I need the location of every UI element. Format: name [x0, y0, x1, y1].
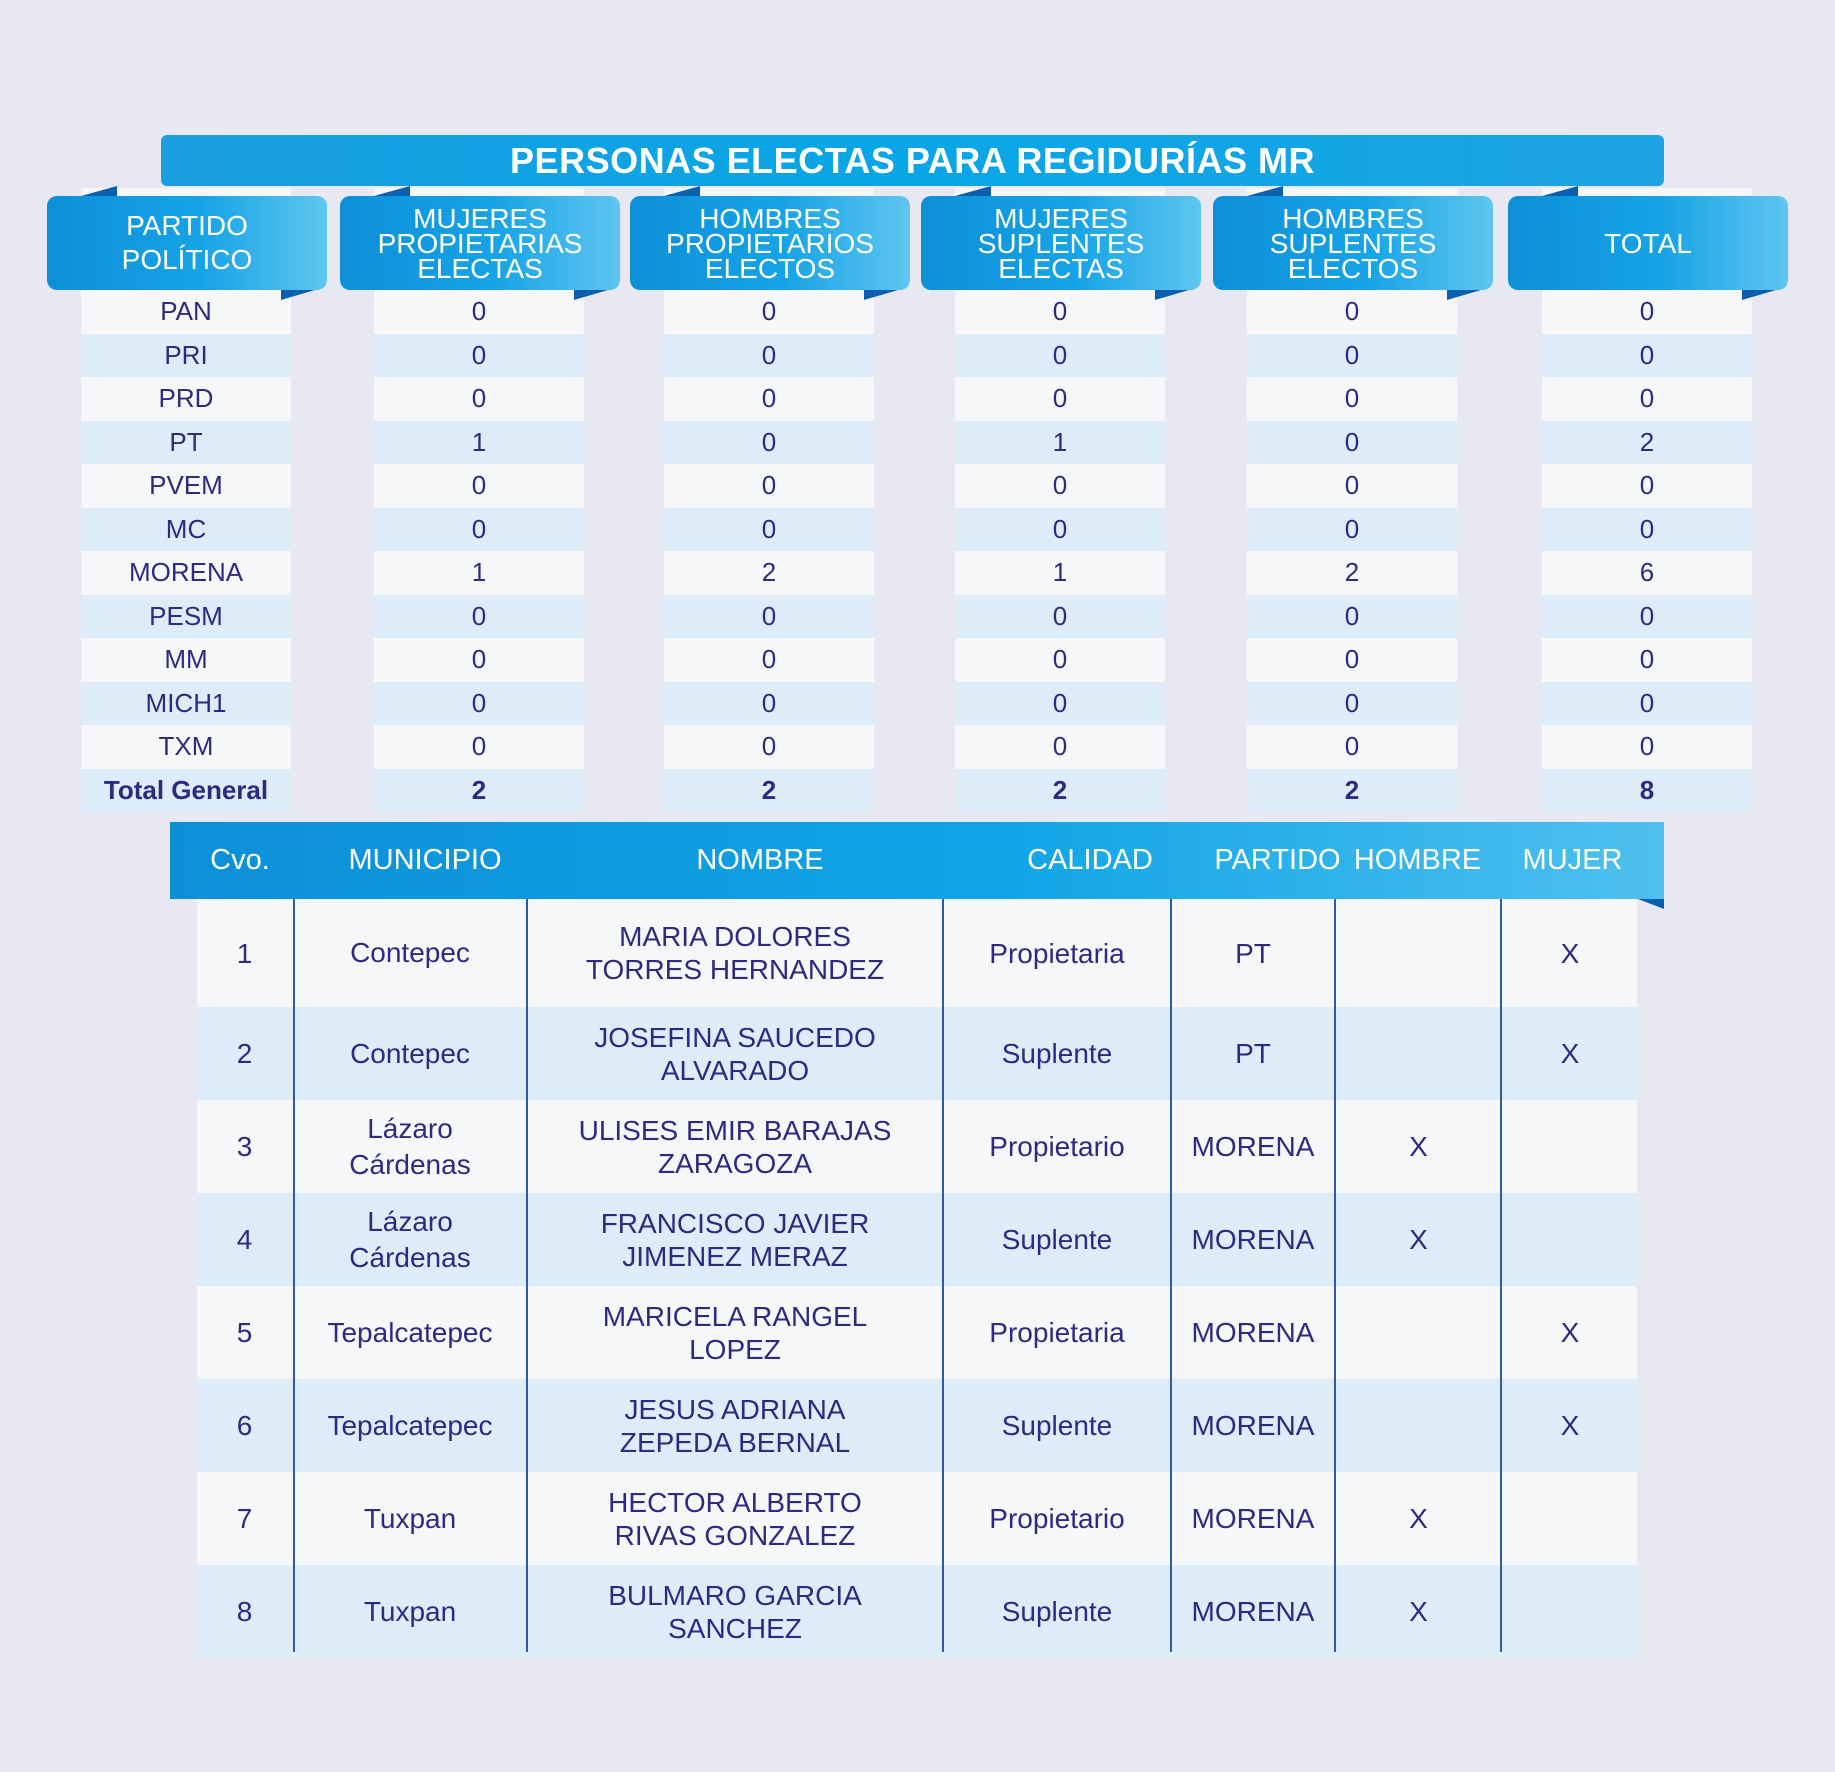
cvo-cell: 4: [236, 1224, 253, 1255]
count-cell: 0: [1247, 638, 1457, 682]
partido-cell: MORENA: [1191, 1317, 1315, 1348]
name-line: JESUS ADRIANA: [624, 1393, 846, 1425]
party-name: PT: [81, 421, 291, 465]
calidad-cell: Propietario: [989, 1131, 1125, 1162]
count-cell: 0: [664, 682, 874, 726]
name-line: ZEPEDA BERNAL: [619, 1426, 851, 1458]
header-fold: [864, 290, 898, 300]
count-cell: 6: [1542, 551, 1752, 595]
header-line: ELECTAS: [998, 252, 1124, 284]
municipio-cell: Contepec: [350, 1037, 470, 1069]
count-cell: 2: [664, 551, 874, 595]
header-fold: [955, 186, 991, 196]
header-line: ELECTAS: [417, 252, 543, 284]
nombre-cell: [528, 1100, 942, 1193]
header-fold: [574, 290, 608, 300]
header-fold: [1155, 290, 1189, 300]
total-cell: 2: [374, 769, 584, 813]
calidad-cell: Suplente: [1001, 1410, 1113, 1441]
count-cell: 0: [374, 290, 584, 334]
count-cell: 0: [664, 464, 874, 508]
name-line: FRANCISCO JAVIER: [600, 1207, 870, 1239]
count-cell: 0: [955, 638, 1165, 682]
partido-cell: MORENA: [1191, 1131, 1315, 1162]
header-fold: [1638, 899, 1664, 909]
table-row: [197, 1007, 1637, 1100]
mujer-cell: X: [1560, 1317, 1580, 1348]
mujer-cell: X: [1560, 1410, 1580, 1441]
count-cell: 0: [1542, 725, 1752, 769]
count-cell: 0: [664, 725, 874, 769]
column-separator: [293, 899, 295, 1652]
count-cell: 0: [955, 464, 1165, 508]
header-line: SUPLENTES: [977, 227, 1145, 259]
header-fold: [1742, 290, 1776, 300]
column-separator: [1170, 899, 1172, 1652]
municipio-cell: Lázaro Cárdenas: [349, 1205, 471, 1273]
calidad-cell: Suplente: [1001, 1224, 1113, 1255]
column-header-municipio: MUNICIPIO: [348, 844, 502, 876]
header-fold: [81, 186, 117, 196]
municipio-cell: Tepalcatepec: [327, 1409, 493, 1441]
header-fold: [1247, 186, 1283, 196]
summary-column-header: [630, 196, 910, 290]
calidad-cell: Propietario: [989, 1503, 1125, 1534]
cvo-cell: 6: [236, 1410, 253, 1441]
summary-cells: [81, 290, 291, 812]
cvo-cell: 2: [236, 1038, 253, 1069]
count-cell: 0: [1247, 334, 1457, 378]
count-cell: 0: [955, 334, 1165, 378]
nombre-cell: [528, 1472, 942, 1565]
nombre-cell: [528, 1565, 942, 1658]
count-cell: 0: [1247, 421, 1457, 465]
partido-cell: MORENA: [1191, 1224, 1315, 1255]
name-line: JIMENEZ MERAZ: [622, 1240, 848, 1272]
party-name: MICH1: [81, 682, 291, 726]
page-title: PERSONAS ELECTAS PARA REGIDURÍAS MR: [161, 135, 1664, 186]
count-cell: 1: [374, 421, 584, 465]
name-line: ZARAGOZA: [657, 1147, 812, 1179]
cvo-cell: 8: [236, 1596, 253, 1627]
column-separator: [1334, 899, 1336, 1652]
header-line: PROPIETARIOS: [666, 227, 874, 259]
hombre-cell: [1336, 1286, 1501, 1379]
name-line: LOPEZ: [689, 1333, 781, 1365]
summary-column-header: [47, 196, 327, 290]
party-name: MM: [81, 638, 291, 682]
count-cell: 0: [955, 508, 1165, 552]
header-fold: [281, 290, 315, 300]
party-name: TXM: [81, 725, 291, 769]
nombre-cell: [528, 1286, 942, 1379]
count-cell: 0: [374, 595, 584, 639]
party-name: MC: [81, 508, 291, 552]
mujer-cell: [1503, 1565, 1637, 1658]
count-cell: 0: [1542, 682, 1752, 726]
count-cell: 0: [664, 638, 874, 682]
count-cell: 0: [664, 290, 874, 334]
count-cell: 2: [1247, 551, 1457, 595]
count-cell: 0: [374, 508, 584, 552]
count-cell: 0: [374, 725, 584, 769]
count-cell: 0: [1247, 508, 1457, 552]
count-cell: 0: [1542, 334, 1752, 378]
header-line: HOMBRES: [699, 202, 841, 234]
table-row: [197, 1379, 1637, 1472]
mujer-cell: [1503, 1100, 1637, 1193]
name-line: ULISES EMIR BARAJAS: [578, 1114, 892, 1146]
summary-cells: [374, 290, 584, 812]
summary-cells: [955, 290, 1165, 812]
count-cell: 0: [1542, 464, 1752, 508]
summary-column-header: [1508, 196, 1788, 290]
count-cell: 0: [1542, 595, 1752, 639]
table-row: [197, 1565, 1637, 1658]
name-line: RIVAS GONZALEZ: [614, 1519, 856, 1551]
total-cell: 2: [664, 769, 874, 813]
summary-column: [921, 188, 1201, 812]
detail-table-body: [197, 899, 1637, 1658]
count-cell: 0: [1247, 464, 1457, 508]
name-line: SANCHEZ: [668, 1612, 802, 1644]
hombre-cell: [1336, 1007, 1501, 1100]
calidad-cell: Suplente: [1001, 1596, 1113, 1627]
count-cell: 0: [664, 377, 874, 421]
partido-cell: PT: [1235, 1038, 1271, 1069]
count-cell: 0: [664, 334, 874, 378]
header-line: ELECTOS: [1287, 252, 1419, 284]
header-line: PARTIDO: [126, 210, 248, 241]
party-name: MORENA: [81, 551, 291, 595]
mujer-cell: [1503, 1472, 1637, 1565]
party-name: PVEM: [81, 464, 291, 508]
cvo-cell: 3: [236, 1131, 253, 1162]
count-cell: 0: [664, 595, 874, 639]
count-cell: 0: [955, 725, 1165, 769]
summary-column: [630, 188, 910, 812]
column-separator: [1500, 899, 1502, 1652]
table-row: [197, 1100, 1637, 1193]
header-fold: [1447, 290, 1481, 300]
nombre-cell: [528, 1193, 942, 1286]
column-header-calidad: CALIDAD: [1027, 844, 1153, 876]
header-line: TOTAL: [1604, 227, 1692, 259]
name-line: ALVARADO: [660, 1054, 810, 1086]
header-fold: [664, 186, 700, 196]
hombre-cell: X: [1409, 1503, 1428, 1534]
party-name: PAN: [81, 290, 291, 334]
table-row: [197, 1472, 1637, 1565]
cvo-cell: 7: [236, 1503, 253, 1534]
header-line: MUJERES: [994, 202, 1128, 234]
name-line: TORRES HERNANDEZ: [585, 954, 885, 985]
summary-column-header: [921, 196, 1201, 290]
cvo-cell: 1: [236, 937, 253, 969]
table-row: [197, 1286, 1637, 1379]
hombre-cell: X: [1409, 1224, 1428, 1255]
column-separator: [526, 899, 528, 1652]
municipio-cell: Contepec: [350, 937, 470, 968]
summary-cells: [1247, 290, 1457, 812]
nombre-cell: [528, 1379, 942, 1472]
column-header-mujer: MUJER: [1522, 844, 1623, 876]
cvo-cell: 5: [236, 1317, 253, 1348]
party-name: PESM: [81, 595, 291, 639]
count-cell: 0: [955, 682, 1165, 726]
header-fold: [1542, 186, 1578, 196]
count-cell: 0: [374, 377, 584, 421]
party-name: PRD: [81, 377, 291, 421]
summary-column-header: [1213, 196, 1493, 290]
total-cell: 8: [1542, 769, 1752, 813]
count-cell: 0: [374, 334, 584, 378]
column-header-hombre: HOMBRE: [1353, 844, 1482, 876]
summary-column: [1508, 188, 1788, 812]
partido-cell: MORENA: [1191, 1410, 1315, 1441]
calidad-cell: Suplente: [1001, 1038, 1113, 1069]
municipio-cell: Tuxpan: [363, 1595, 457, 1627]
count-cell: 1: [955, 551, 1165, 595]
count-cell: 0: [1542, 377, 1752, 421]
count-cell: 0: [664, 421, 874, 465]
header-line: MUJERES: [413, 202, 547, 234]
calidad-cell: Propietaria: [989, 937, 1125, 969]
header-line: HOMBRES: [1282, 202, 1424, 234]
nombre-cell: [528, 1007, 942, 1100]
summary-column: [1213, 188, 1493, 812]
total-cell: 2: [955, 769, 1165, 813]
header-line: ELECTOS: [704, 252, 836, 284]
total-general-label: Total General: [81, 769, 291, 813]
name-line: MARIA DOLORES: [619, 921, 851, 952]
count-cell: 0: [664, 508, 874, 552]
name-line: JOSEFINA SAUCEDO: [594, 1021, 876, 1053]
header-line: SUPLENTES: [1269, 227, 1437, 259]
hombre-cell: [1336, 899, 1501, 1007]
count-cell: 1: [955, 421, 1165, 465]
count-cell: 0: [1542, 508, 1752, 552]
party-name: PRI: [81, 334, 291, 378]
summary-cells: [1542, 290, 1752, 812]
partido-cell: MORENA: [1191, 1596, 1315, 1627]
header-fold: [374, 186, 410, 196]
column-header-partido: PARTIDO: [1214, 844, 1341, 876]
header-line: PROPIETARIAS: [377, 227, 583, 259]
hombre-cell: X: [1409, 1596, 1428, 1627]
mujer-cell: [1503, 1193, 1637, 1286]
total-cell: 2: [1247, 769, 1457, 813]
calidad-cell: Propietaria: [989, 1317, 1125, 1348]
hombre-cell: X: [1409, 1131, 1428, 1162]
column-header-nombre: NOMBRE: [696, 844, 824, 876]
column-separator: [942, 899, 944, 1652]
count-cell: 0: [955, 595, 1165, 639]
count-cell: 0: [1247, 377, 1457, 421]
count-cell: 0: [1542, 638, 1752, 682]
count-cell: 0: [955, 377, 1165, 421]
municipio-cell: Tuxpan: [363, 1502, 457, 1534]
summary-column-header: [340, 196, 620, 290]
name-line: HECTOR ALBERTO: [608, 1486, 862, 1518]
count-cell: 0: [955, 290, 1165, 334]
partido-cell: PT: [1235, 937, 1271, 969]
count-cell: 0: [1247, 682, 1457, 726]
mujer-cell: X: [1560, 1038, 1580, 1069]
municipio-cell: Tepalcatepec: [327, 1316, 493, 1348]
table-row: [197, 899, 1637, 1007]
summary-cells: [664, 290, 874, 812]
summary-column: [47, 188, 327, 812]
count-cell: 0: [374, 682, 584, 726]
name-line: MARICELA RANGEL: [602, 1300, 868, 1332]
name-line: BULMARO GARCIA: [608, 1579, 862, 1611]
count-cell: 1: [374, 551, 584, 595]
mujer-cell: X: [1560, 937, 1580, 969]
count-cell: 0: [1247, 725, 1457, 769]
summary-column: [340, 188, 620, 812]
count-cell: 2: [1542, 421, 1752, 465]
nombre-cell: [528, 899, 942, 1007]
column-header-cvo: Cvo.: [210, 844, 270, 876]
hombre-cell: [1336, 1379, 1501, 1472]
count-cell: 0: [1247, 290, 1457, 334]
municipio-cell: Lázaro Cárdenas: [349, 1112, 471, 1180]
count-cell: 0: [374, 464, 584, 508]
detail-table-header: [170, 822, 1664, 899]
count-cell: 0: [374, 638, 584, 682]
count-cell: 0: [1247, 595, 1457, 639]
header-line: POLÍTICO: [121, 244, 253, 275]
count-cell: 0: [1542, 290, 1752, 334]
table-row: [197, 1193, 1637, 1286]
partido-cell: MORENA: [1191, 1503, 1315, 1534]
